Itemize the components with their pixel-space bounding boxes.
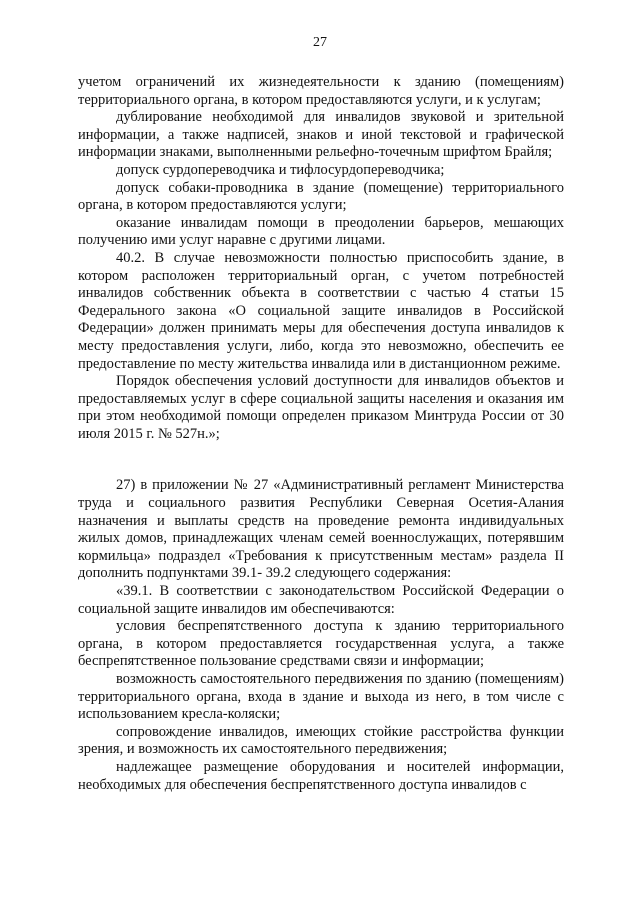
paragraph-independent-movement: возможность самостоятельного передвижения по зданию (помещениям) территориального органа, входа в здание и выхода из него, в том числе с использованием кресла-коляски; [78,671,564,723]
paragraph-continuation: учетом ограничений их жизнедеятельности к зданию (помещениям) территориального органа, в котором предоставляются услуги, и к услугам; [78,74,564,108]
paragraph-unobstructed-access: условия беспрепятственного доступа к зданию территориального органа, в котором предоставляется государственная услуга, а также беспрепятственное пользование средствами связи и информации; [78,618,564,670]
paragraph-braille-duplication: дублирование необходимой для инвалидов звуковой и зрительной информации, а также надписей, знаков и иной текстовой и графической информации знаками, выполненными рельефно-точечным шрифтом Брайля; [78,109,564,161]
paragraph-sign-interpreter: допуск сурдопереводчика и тифлосурдопереводчика; [116,161,445,178]
paragraph-40-2: 40.2. В случае невозможности полностью приспособить здание, в котором расположен территориальный орган, с учетом потребностей инвалидов собственник объекта в соответствии с частью 4 статьи 15 Федерального закона «О социальной защите инвалидов в Российской Федерации» должен принимать меры для обеспечения доступа инвалидов к месту предоставления услуги, либо, когда это невозможно, обеспечить ее предоставление по месту жительства инвалида или в дистанционном режиме. [78,249,564,372]
paragraph-vision-escort: сопровождение инвалидов, имеющих стойкие расстройства функции зрения, и возможность их самостоятельного передвижения; [78,723,564,758]
paragraph-barrier-assistance: оказание инвалидам помощи в преодолении барьеров, мешающих получению ими услуг наравне с другими лицами. [78,214,564,249]
document-body [78,74,564,794]
paragraph-item-27: 27) в приложении № 27 «Административный регламент Министерства труда и социального развития Республики Северная Осетия-Алания назначения и выплаты средств на проведение ремонта индивидуальных жилых домов, принадлежащих членам семей военнослужащих, потерявшим кормильца» подраздел «Требования к присутственным местам» раздела II дополнить подпунктами 39.1- 39.2 следующего содержания: [78,477,564,582]
page-number: 27 [313,35,327,50]
paragraph-accessibility-order: Порядок обеспечения условий доступности для инвалидов объектов и предоставляемых услуг в сфере социальной защиты населения и оказания им при этом необходимой помощи определен приказом Минтруда России от 30 июля 2015 г. № 527н.»; [78,373,564,442]
paragraph-equipment-placement: надлежащее размещение оборудования и носителей информации, необходимых для обеспечения беспрепятственного доступа инвалидов с [78,758,564,793]
paragraph-guide-dog: допуск собаки-проводника в здание (помещение) территориального органа, в котором предоставляются услуги; [78,179,564,214]
paragraph-39-1: «39.1. В соответствии с законодательством Российской Федерации о социальной защите инвалидов им обеспечиваются: [78,583,564,617]
